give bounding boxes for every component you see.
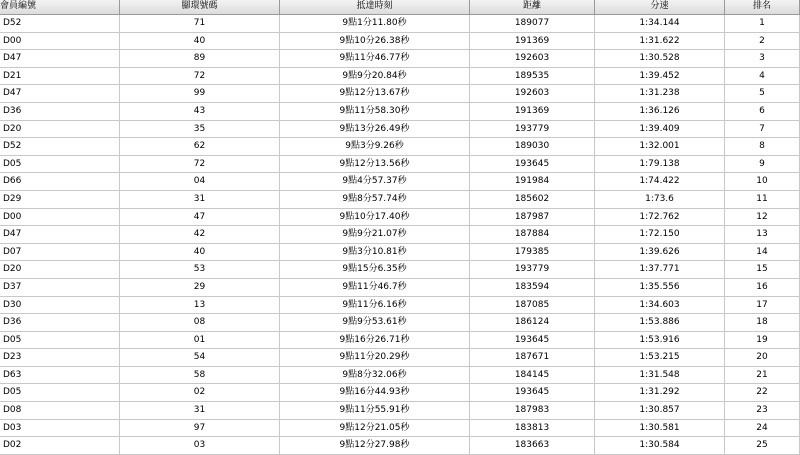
member-id-cell: D07 (0, 244, 120, 261)
ring-number-cell: 04 (120, 173, 280, 190)
speed-cell: 1:72.762 (595, 209, 725, 226)
table-row[interactable] (0, 209, 800, 227)
ring-number-cell: 03 (120, 437, 280, 454)
speed-cell: 1:30.528 (595, 50, 725, 67)
arrival-time-cell: 9點11分46.77秒 (280, 50, 470, 67)
arrival-time-cell: 9點10分17.40秒 (280, 209, 470, 226)
table-row[interactable] (0, 349, 800, 367)
ring-number-cell: 43 (120, 103, 280, 120)
rank-cell: 11 (725, 191, 800, 208)
speed-cell: 1:30.857 (595, 402, 725, 419)
arrival-time-cell: 9點10分26.38秒 (280, 33, 470, 50)
table-row[interactable] (0, 50, 800, 68)
distance-cell: 179385 (470, 244, 595, 261)
speed-cell: 1:30.581 (595, 420, 725, 437)
table-row[interactable] (0, 332, 800, 350)
rank-cell: 4 (725, 68, 800, 85)
rank-cell: 9 (725, 156, 800, 173)
ring-number-cell: 31 (120, 191, 280, 208)
member-id-cell: D30 (0, 297, 120, 314)
table-row[interactable] (0, 314, 800, 332)
distance-cell: 183813 (470, 420, 595, 437)
distance-cell: 185602 (470, 191, 595, 208)
distance-cell: 192603 (470, 85, 595, 102)
member-id-cell: D05 (0, 156, 120, 173)
rank-cell: 17 (725, 297, 800, 314)
arrival-time-cell: 9點13分26.49秒 (280, 121, 470, 138)
column-header-speed[interactable]: 分速 (595, 0, 725, 14)
ring-number-cell: 35 (120, 121, 280, 138)
table-body (0, 15, 800, 455)
member-id-cell: D00 (0, 33, 120, 50)
rank-cell: 13 (725, 226, 800, 243)
member-id-cell: D08 (0, 402, 120, 419)
member-id-cell: D23 (0, 349, 120, 366)
rank-cell: 15 (725, 261, 800, 278)
rank-cell: 2 (725, 33, 800, 50)
member-id-cell: D36 (0, 314, 120, 331)
speed-cell: 1:53.215 (595, 349, 725, 366)
arrival-time-cell: 9點9分20.84秒 (280, 68, 470, 85)
member-id-cell: D20 (0, 121, 120, 138)
distance-cell: 183663 (470, 437, 595, 454)
speed-cell: 1:39.626 (595, 244, 725, 261)
speed-cell: 1:74.422 (595, 173, 725, 190)
arrival-time-cell: 9點1分11.80秒 (280, 15, 470, 32)
table-row[interactable] (0, 437, 800, 455)
rank-cell: 23 (725, 402, 800, 419)
arrival-time-cell: 9點3分10.81秒 (280, 244, 470, 261)
speed-cell: 1:73.6 (595, 191, 725, 208)
distance-cell: 187884 (470, 226, 595, 243)
arrival-time-cell: 9點12分13.56秒 (280, 156, 470, 173)
table-row[interactable] (0, 420, 800, 438)
distance-cell: 193779 (470, 261, 595, 278)
member-id-cell: D66 (0, 173, 120, 190)
arrival-time-cell: 9點11分6.16秒 (280, 297, 470, 314)
column-header-rank[interactable]: 排名 (725, 0, 800, 14)
ring-number-cell: 99 (120, 85, 280, 102)
speed-cell: 1:32.001 (595, 138, 725, 155)
member-id-cell: D02 (0, 437, 120, 454)
ring-number-cell: 97 (120, 420, 280, 437)
distance-cell: 193645 (470, 332, 595, 349)
arrival-time-cell: 9點9分21.07秒 (280, 226, 470, 243)
table-row[interactable] (0, 191, 800, 209)
speed-cell: 1:31.548 (595, 367, 725, 384)
distance-cell: 193645 (470, 384, 595, 401)
arrival-time-cell: 9點12分21.05秒 (280, 420, 470, 437)
rank-cell: 14 (725, 244, 800, 261)
arrival-time-cell: 9點4分57.37秒 (280, 173, 470, 190)
speed-cell: 1:79.138 (595, 156, 725, 173)
rank-cell: 18 (725, 314, 800, 331)
arrival-time-cell: 9點16分44.93秒 (280, 384, 470, 401)
arrival-time-cell: 9點16分26.71秒 (280, 332, 470, 349)
member-id-cell: D37 (0, 279, 120, 296)
ring-number-cell: 01 (120, 332, 280, 349)
member-id-cell: D47 (0, 50, 120, 67)
speed-cell: 1:53.916 (595, 332, 725, 349)
ring-number-cell: 47 (120, 209, 280, 226)
table-row[interactable] (0, 33, 800, 51)
table-row[interactable] (0, 226, 800, 244)
speed-cell: 1:39.409 (595, 121, 725, 138)
arrival-time-cell: 9點12分13.67秒 (280, 85, 470, 102)
distance-cell: 187987 (470, 209, 595, 226)
rank-cell: 21 (725, 367, 800, 384)
ring-number-cell: 53 (120, 261, 280, 278)
ring-number-cell: 08 (120, 314, 280, 331)
speed-cell: 1:34.144 (595, 15, 725, 32)
member-id-cell: D03 (0, 420, 120, 437)
arrival-time-cell: 9點11分58.30秒 (280, 103, 470, 120)
ring-number-cell: 89 (120, 50, 280, 67)
member-id-cell: D00 (0, 209, 120, 226)
distance-cell: 193645 (470, 156, 595, 173)
speed-cell: 1:36.126 (595, 103, 725, 120)
table-row[interactable] (0, 68, 800, 86)
ring-number-cell: 29 (120, 279, 280, 296)
rank-cell: 12 (725, 209, 800, 226)
rank-cell: 7 (725, 121, 800, 138)
ring-number-cell: 13 (120, 297, 280, 314)
ring-number-cell: 40 (120, 244, 280, 261)
table-row[interactable] (0, 261, 800, 279)
member-id-cell: D21 (0, 68, 120, 85)
rank-cell: 6 (725, 103, 800, 120)
rank-cell: 10 (725, 173, 800, 190)
distance-cell: 191984 (470, 173, 595, 190)
ring-number-cell: 71 (120, 15, 280, 32)
rank-cell: 24 (725, 420, 800, 437)
ring-number-cell: 31 (120, 402, 280, 419)
ring-number-cell: 58 (120, 367, 280, 384)
distance-cell: 187085 (470, 297, 595, 314)
ring-number-cell: 72 (120, 68, 280, 85)
arrival-time-cell: 9點3分9.26秒 (280, 138, 470, 155)
column-header-ring-number[interactable]: 腳環號碼 (120, 0, 280, 14)
table-header (0, 0, 800, 15)
speed-cell: 1:35.556 (595, 279, 725, 296)
table-row[interactable] (0, 121, 800, 139)
speed-cell: 1:34.603 (595, 297, 725, 314)
distance-cell: 192603 (470, 50, 595, 67)
rank-cell: 16 (725, 279, 800, 296)
speed-cell: 1:30.584 (595, 437, 725, 454)
arrival-time-cell: 9點12分27.98秒 (280, 437, 470, 454)
table-row[interactable] (0, 244, 800, 262)
rank-cell: 20 (725, 349, 800, 366)
distance-cell: 183594 (470, 279, 595, 296)
column-header-member-id[interactable]: 會員編號 (0, 0, 120, 14)
rank-cell: 25 (725, 437, 800, 454)
table-row[interactable] (0, 279, 800, 297)
rank-cell: 8 (725, 138, 800, 155)
member-id-cell: D20 (0, 261, 120, 278)
ring-number-cell: 62 (120, 138, 280, 155)
table-row[interactable] (0, 15, 800, 33)
table-row[interactable] (0, 156, 800, 174)
distance-cell: 189030 (470, 138, 595, 155)
member-id-cell: D47 (0, 85, 120, 102)
speed-cell: 1:37.771 (595, 261, 725, 278)
arrival-time-cell: 9點15分6.35秒 (280, 261, 470, 278)
member-id-cell: D52 (0, 138, 120, 155)
arrival-time-cell: 9點9分53.61秒 (280, 314, 470, 331)
speed-cell: 1:31.292 (595, 384, 725, 401)
rank-cell: 1 (725, 15, 800, 32)
arrival-time-cell: 9點11分55.91秒 (280, 402, 470, 419)
column-header-distance[interactable]: 距離 (470, 0, 595, 14)
table-row[interactable] (0, 367, 800, 385)
distance-cell: 187983 (470, 402, 595, 419)
speed-cell: 1:53.886 (595, 314, 725, 331)
arrival-time-cell: 9點8分57.74秒 (280, 191, 470, 208)
table-row[interactable] (0, 173, 800, 191)
table-row[interactable] (0, 85, 800, 103)
member-id-cell: D05 (0, 332, 120, 349)
distance-cell: 189535 (470, 68, 595, 85)
member-id-cell: D29 (0, 191, 120, 208)
table-row[interactable] (0, 138, 800, 156)
speed-cell: 1:31.622 (595, 33, 725, 50)
distance-cell: 193779 (470, 121, 595, 138)
column-header-arrival-time[interactable]: 抵達時刻 (280, 0, 470, 14)
speed-cell: 1:31.238 (595, 85, 725, 102)
table-row[interactable] (0, 297, 800, 315)
rank-cell: 5 (725, 85, 800, 102)
member-id-cell: D63 (0, 367, 120, 384)
member-id-cell: D47 (0, 226, 120, 243)
rank-cell: 19 (725, 332, 800, 349)
table-row[interactable] (0, 103, 800, 121)
arrival-time-cell: 9點11分20.29秒 (280, 349, 470, 366)
distance-cell: 191369 (470, 33, 595, 50)
distance-cell: 187671 (470, 349, 595, 366)
member-id-cell: D36 (0, 103, 120, 120)
distance-cell: 189077 (470, 15, 595, 32)
table-row[interactable] (0, 402, 800, 420)
distance-cell: 191369 (470, 103, 595, 120)
member-id-cell: D05 (0, 384, 120, 401)
ring-number-cell: 40 (120, 33, 280, 50)
speed-cell: 1:39.452 (595, 68, 725, 85)
ring-number-cell: 42 (120, 226, 280, 243)
distance-cell: 186124 (470, 314, 595, 331)
member-id-cell: D52 (0, 15, 120, 32)
distance-cell: 184145 (470, 367, 595, 384)
table-row[interactable] (0, 384, 800, 402)
ring-number-cell: 02 (120, 384, 280, 401)
speed-cell: 1:72.150 (595, 226, 725, 243)
ring-number-cell: 72 (120, 156, 280, 173)
arrival-time-cell: 9點11分46.7秒 (280, 279, 470, 296)
ring-number-cell: 54 (120, 349, 280, 366)
rank-cell: 3 (725, 50, 800, 67)
arrival-time-cell: 9點8分32.06秒 (280, 367, 470, 384)
rank-cell: 22 (725, 384, 800, 401)
